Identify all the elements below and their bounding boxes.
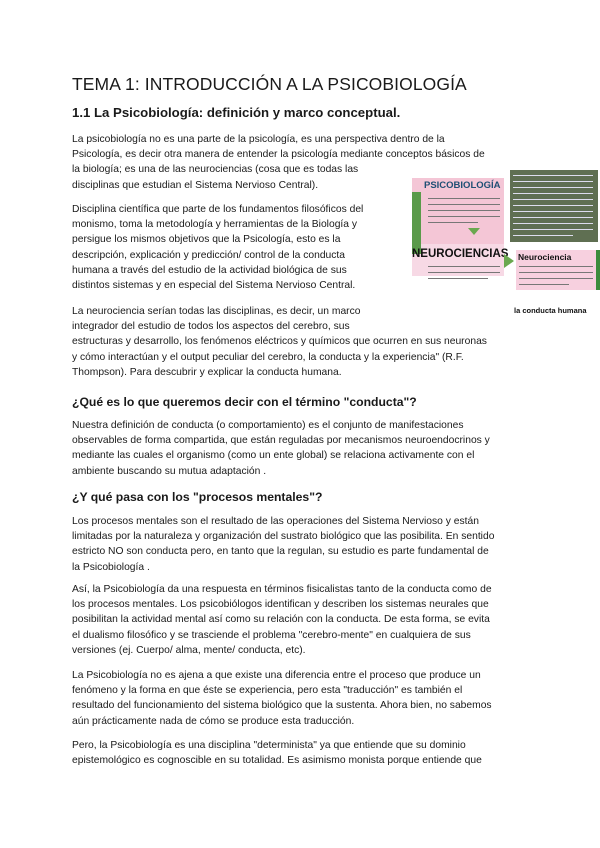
text-line: los procesos mentales. Los psicobiólogos identifican y describen los sistemas neurales que: [72, 599, 489, 611]
arrow-down-icon: [468, 228, 480, 235]
paragraph-conducta: [72, 418, 542, 479]
psicobiologia-diagram: [406, 168, 600, 315]
text-line: el dualismo filosófico y se trasciende el problema "cerebro-mente" en cualquiera de sus: [72, 629, 471, 641]
diagram-label-psicobiologia: PSICOBIOLOGÍA: [424, 180, 501, 191]
text-line: observables de forma compartida, que están reguladas por mecanismos neuroendocrinos y: [72, 435, 490, 447]
paragraph-traduccion: [72, 668, 542, 729]
text-line: monismo, toma la metodología y herramientas de la Biología y: [72, 219, 358, 231]
paragraph-procesos-mentales: [72, 514, 542, 575]
text-line: la biología; es una de las neurociencias (cosa que es todas las: [72, 164, 359, 176]
arrow-right-icon: [504, 254, 514, 268]
diagram-label-neurociencia: Neurociencia: [518, 252, 572, 262]
text-line: Psicología, es decir otra manera de entender la psicología mediante conceptos básicos de: [72, 149, 485, 161]
paragraph-determinista: [72, 738, 542, 768]
text-line: estructuras y desarrollo, los fenómenos eléctricos y químicos que ocurren en sus neuronas: [72, 336, 487, 348]
text-line: La Psicobiología no es ajena a que existe una diferencia entre el proceso que produce un: [72, 670, 481, 681]
text-line: persigue los mismos objetivos que la Psicología, esto es la: [72, 234, 341, 246]
diagram-caption: la conducta humana: [514, 306, 587, 315]
text-line: fenómeno y la forma en que éste se experiencia, pero esta "traducción" es también el: [72, 685, 463, 697]
diagram-green-bar: [412, 192, 421, 254]
paragraph-fisicalistas: [72, 582, 542, 658]
paragraph-neurociencia: [72, 304, 542, 380]
text-line: Los procesos mentales son el resultado de las operaciones del Sistema Nervioso y están: [72, 516, 479, 527]
text-line: y cómo interactúan y el output peculiar del cerebro, la conducta y la experiencia" (R.F.: [72, 351, 464, 363]
text-line: humana a través del estudio de la actividad biológica de sus: [72, 264, 347, 276]
text-line: limitadas por la naturaleza y organización del sustrato biológico que las posibilita. En sentido: [72, 531, 495, 543]
section-heading-procesos-mentales: ¿Y qué pasa con los "procesos mentales"?: [72, 490, 323, 504]
text-line: versiones (ej. Cuerpo/ alma, mente/ conducta, etc).: [72, 644, 306, 656]
text-line: resultado del funcionamiento del sistema biológico que la sustenta. Ahora bien, no sabemos: [72, 700, 492, 712]
diagram-label-neurociencias: NEUROCIENCIAS: [412, 248, 509, 260]
text-line: distintos sistemas y en especial del Sistema Nervioso Central.: [72, 280, 356, 292]
text-line: Pero, la Psicobiología es una disciplina "determinista" ya que entiende que su dominio: [72, 740, 466, 751]
text-line: disciplinas que estudian el Sistema Nervioso Central).: [72, 179, 319, 191]
page-title: TEMA 1: INTRODUCCIÓN A LA PSICOBIOLOGÍA: [72, 74, 467, 94]
text-line: epistemológico es cognoscible en su totalidad. Es asimismo monista porque entiende que: [72, 755, 482, 767]
section-heading-conducta: ¿Qué es lo que queremos decir con el término "conducta"?: [72, 395, 417, 409]
text-line: La neurociencia serían todas las disciplinas, es decir, un marco: [72, 306, 361, 317]
text-line: aún prácticamente nada de cómo se produce esta traducción.: [72, 715, 355, 727]
text-line: Nuestra definición de conducta (o comportamiento) es el conjunto de manifestaciones: [72, 420, 464, 431]
text-line: la Psicobiología .: [72, 561, 150, 573]
text-line: mediante las cuales el organismo (como un ente global) se relaciona activamente con el: [72, 450, 475, 462]
section-heading-definicion: 1.1 La Psicobiología: definición y marco conceptual.: [72, 105, 401, 120]
text-line: La psicobiología no es una parte de la psicología, es una perspectiva dentro de la: [72, 134, 445, 145]
text-line: Disciplina científica que parte de los fundamentos filosóficos del: [72, 204, 364, 215]
text-line: estricto NO son conducta pero, en tanto que la regulan, su estudio es parte fundamental de: [72, 546, 489, 558]
text-line: descripción, explicación y predicción/ control de la conducta: [72, 249, 346, 261]
diagram-green-bar-right: [596, 250, 600, 290]
paragraph-disciplina: [72, 202, 402, 293]
text-line: posibilitan la actividad mental así como su relación con la conducta. De esta forma, se evita: [72, 614, 490, 626]
text-line: Thompson). Para descubrir y explicar la conducta humana.: [72, 366, 342, 378]
text-line: integrador del estudio de todos los aspectos del cerebro, sus: [72, 321, 350, 333]
text-line: Así, la Psicobiología da una respuesta en términos fisicalistas tanto de la conducta como de: [72, 584, 492, 595]
text-line: ambiente buscando su mutua adaptación .: [72, 465, 267, 477]
